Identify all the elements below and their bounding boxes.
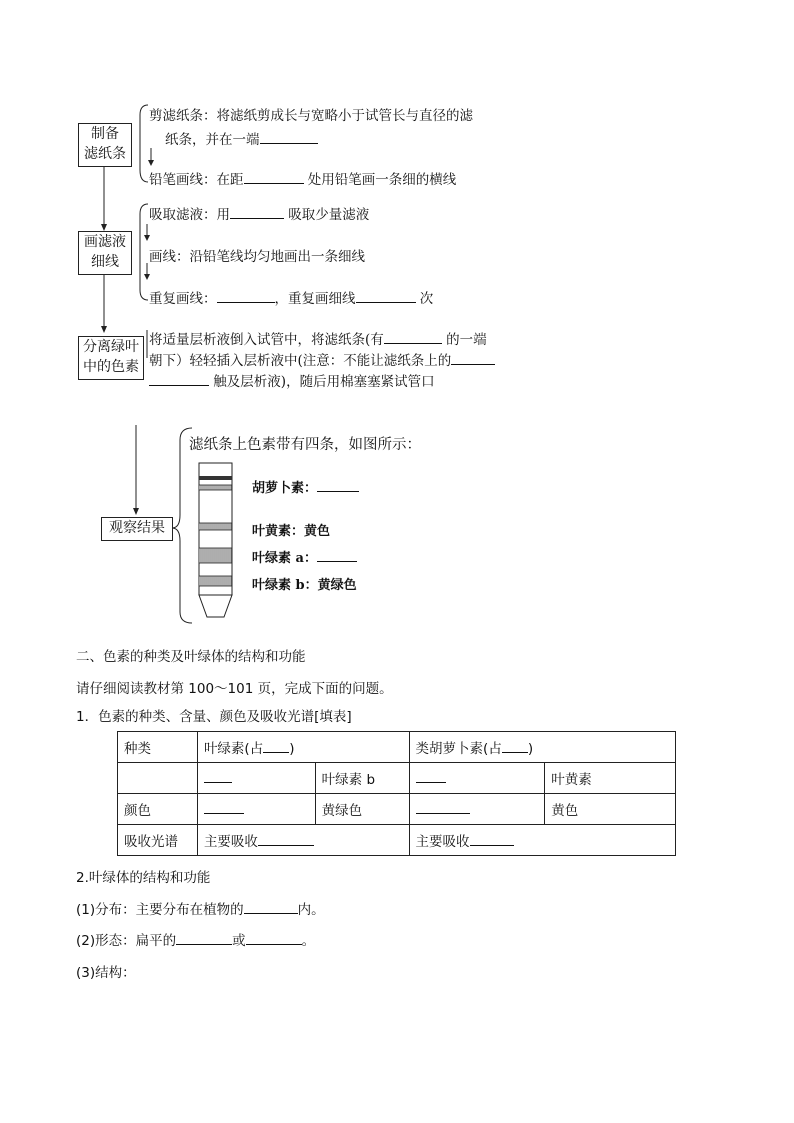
fill-blank[interactable]	[246, 932, 302, 945]
table-cell	[409, 763, 545, 794]
fill-blank[interactable]	[416, 801, 470, 814]
step-text	[149, 328, 487, 348]
fill-blank[interactable]	[217, 290, 275, 303]
step-text-line: 次	[419, 291, 434, 307]
fill-blank[interactable]	[263, 740, 289, 753]
step-text	[149, 349, 495, 369]
band-label-carotene	[252, 477, 359, 496]
cell-text: )	[527, 741, 534, 757]
cell-text: 主要吸收	[415, 834, 470, 850]
step-box-draw-line	[78, 231, 132, 275]
item-text: (1)分布：主要分布在植物的	[76, 902, 244, 918]
table-cell: 黄色	[545, 794, 676, 825]
fill-blank[interactable]	[204, 801, 244, 814]
band-chlorophyll-a	[199, 548, 232, 563]
table-cell	[197, 825, 409, 856]
fill-blank[interactable]	[470, 833, 514, 846]
step-text	[165, 128, 318, 148]
fill-blank[interactable]	[244, 171, 304, 184]
table-cell	[409, 794, 545, 825]
fill-blank[interactable]	[502, 740, 528, 753]
table-cell	[197, 763, 315, 794]
fill-blank[interactable]	[317, 479, 359, 492]
item-text: (2)形态：扁平的	[76, 933, 177, 949]
step-text	[149, 168, 456, 188]
pigment-table	[117, 731, 676, 856]
step-text-line: 吸取滤液：用	[149, 207, 230, 223]
step-box-label: 观察结果	[109, 520, 165, 536]
step-text-line: 触及层析液)，随后用棉塞塞紧试管口	[213, 374, 435, 390]
step-text-line: 吸取少量滤液	[288, 207, 370, 223]
fill-blank[interactable]	[230, 206, 284, 219]
cell-text: 叶绿素(占	[203, 741, 264, 757]
fill-blank[interactable]	[384, 331, 442, 344]
table-cell: 吸收光谱	[118, 825, 198, 856]
table-cell: 黄绿色	[315, 794, 409, 825]
band-chlorophyll-b	[199, 576, 232, 586]
step-text-line: 重复画线：	[149, 291, 217, 307]
band-carotene	[199, 485, 232, 490]
step-box-label: 分离绿叶	[83, 339, 139, 355]
fill-blank[interactable]	[260, 131, 318, 144]
cell-text: 主要吸收	[203, 834, 258, 850]
band-label-xanthophyll	[252, 520, 330, 539]
step-box-label: 画滤液	[84, 234, 126, 250]
instruction-text: 请仔细阅读教材第 100～101 页，完成下面的问题。	[76, 681, 393, 697]
table-cell: 叶绿素 b	[315, 763, 409, 794]
band-xanthophyll	[199, 523, 232, 530]
table-cell	[118, 763, 198, 794]
section-heading: 二、色素的种类及叶绿体的结构和功能	[76, 649, 306, 665]
band-name: 胡萝卜素：	[252, 481, 318, 496]
fill-blank[interactable]	[416, 770, 446, 783]
step-box-label: 细线	[91, 254, 119, 270]
cell-text: 类胡萝卜素(占	[415, 741, 502, 757]
step-box-separate-pigments	[78, 336, 144, 380]
question-1: 1．色素的种类、含量、颜色及吸收光谱[填表]	[76, 709, 352, 725]
item-text: 内。	[297, 902, 325, 918]
filter-paper-strip	[199, 463, 232, 617]
fill-blank[interactable]	[244, 901, 298, 914]
step-text-line: 处用铅笔画一条细的横线	[307, 172, 457, 188]
band-value: 黄色	[304, 524, 331, 539]
item-text: 。	[301, 933, 316, 949]
question-2: 2.叶绿体的结构和功能	[76, 870, 211, 886]
step-text-line: 画线：沿铅笔线均匀地画出一条细线	[149, 249, 365, 265]
step-box-observe-results	[101, 517, 173, 541]
table-cell	[197, 732, 409, 763]
fill-blank[interactable]	[176, 932, 232, 945]
step-box-label: 制备	[91, 126, 119, 142]
table-cell: 颜色	[118, 794, 198, 825]
table-row	[118, 794, 676, 825]
band-name: 叶绿素 a：	[252, 551, 317, 566]
fill-blank[interactable]	[258, 833, 314, 846]
step-box-label: 滤纸条	[84, 146, 126, 162]
step-text-line: 将适量层析液倒入试管中，将滤纸条(有	[149, 332, 384, 348]
table-cell	[197, 794, 315, 825]
step-box-label: 中的色素	[83, 359, 139, 375]
step-text	[149, 245, 365, 265]
item-text: 或	[232, 933, 246, 949]
fill-blank[interactable]	[356, 290, 416, 303]
cell-text: )	[289, 741, 295, 757]
fill-blank[interactable]	[149, 373, 209, 386]
step-text	[149, 104, 473, 124]
band-label-chlorophyll-b	[252, 574, 357, 593]
item-text: (3)结构：	[76, 965, 136, 981]
fill-blank[interactable]	[317, 549, 357, 562]
step-text-line: 剪滤纸条：将滤纸剪成长与宽略小于试管长与直径的滤	[149, 108, 473, 124]
step-text-line: 朝下）轻轻插入层析液中(注意：不能让滤纸条上的	[149, 353, 452, 369]
band-label-chlorophyll-a	[252, 547, 357, 566]
fill-blank[interactable]	[204, 770, 232, 783]
question-2-item	[76, 961, 136, 981]
step-text	[149, 203, 369, 223]
step-text	[149, 287, 433, 307]
band-name: 叶绿素 b：	[252, 578, 318, 593]
step-text-line: 的一端	[446, 332, 487, 348]
step-text-line: ，重复画细线	[274, 291, 356, 307]
result-intro: 滤纸条上色素带有四条，如图所示：	[189, 437, 421, 453]
step-text	[149, 370, 435, 390]
table-cell: 种类	[118, 732, 198, 763]
table-row	[118, 763, 676, 794]
question-2-item	[76, 898, 325, 918]
table-cell	[409, 825, 675, 856]
band-name: 叶黄素：	[252, 524, 305, 539]
table-cell	[409, 732, 675, 763]
step-text-line: 纸条，并在一端	[165, 132, 260, 148]
step-box-prepare-paper	[78, 123, 132, 167]
table-row	[118, 732, 676, 763]
table-row	[118, 825, 676, 856]
fill-blank[interactable]	[451, 352, 495, 365]
table-cell: 叶黄素	[545, 763, 676, 794]
step-text-line: 铅笔画线：在距	[149, 172, 244, 188]
question-2-item	[76, 929, 315, 949]
band-value: 黄绿色	[317, 578, 357, 593]
